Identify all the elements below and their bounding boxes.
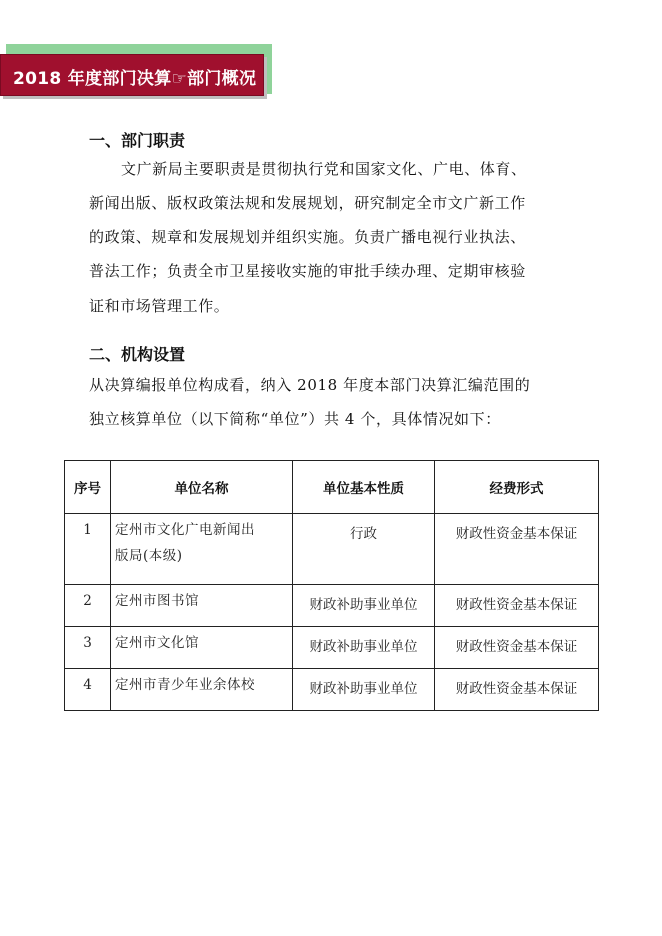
cell-seq: 2: [65, 585, 111, 627]
duties-line: 证和市场管理工作。: [89, 297, 230, 315]
structure-line: 从决算编报单位构成看，纳入 2018 年度本部门决算汇编范围的: [89, 376, 531, 394]
cell-unit-name: 定州市图书馆: [111, 585, 293, 627]
duties-line: 新闻出版、版权政策法规和发展规划，研究制定全市文广新工作: [89, 194, 526, 212]
cell-unit-name: [111, 514, 293, 585]
cell-funding-form: 财政性资金基本保证: [435, 669, 599, 711]
cell-funding-form: 财政性资金基本保证: [435, 585, 599, 627]
duties-line: 普法工作；负责全市卫星接收实施的审批手续办理、定期审核验: [89, 262, 526, 280]
section-heading-structure: 二、机构设置: [89, 345, 186, 364]
table-row: [65, 627, 599, 669]
cell-unit-nature: 财政补助事业单位: [293, 669, 435, 711]
cell-seq: 1: [65, 514, 111, 585]
cell-unit-nature: 财政补助事业单位: [293, 585, 435, 627]
cell-unit-nature: 行政: [293, 514, 435, 585]
cell-funding-form: 财政性资金基本保证: [435, 627, 599, 669]
cell-funding-form: 财政性资金基本保证: [435, 514, 599, 585]
table-row: [65, 669, 599, 711]
section-heading-duties: 一、部门职责: [89, 131, 186, 150]
header-unit-nature: 单位基本性质: [293, 461, 435, 514]
units-table: [64, 460, 599, 711]
banner-title: 2018 年度部门决算☞部门概况: [13, 69, 257, 89]
cell-seq: 3: [65, 627, 111, 669]
duties-line: 的政策、规章和发展规划并组织实施。负责广播电视行业执法、: [89, 228, 526, 246]
header-banner: [0, 54, 264, 96]
cell-seq: 4: [65, 669, 111, 711]
unit-name-line: 定州市文化广电新闻出: [115, 522, 255, 538]
table-header-row: [65, 461, 599, 514]
table-row: [65, 585, 599, 627]
duties-line: 文广新局主要职责是贯彻执行党和国家文化、广电、体育、: [121, 160, 527, 178]
cell-unit-name: 定州市文化馆: [111, 627, 293, 669]
header-seq: 序号: [65, 461, 111, 514]
cell-unit-name: 定州市青少年业余体校: [111, 669, 293, 711]
unit-name-line: 版局(本级): [115, 548, 183, 564]
table-row: [65, 514, 599, 585]
header-unit-name: 单位名称: [111, 461, 293, 514]
cell-unit-nature: 财政补助事业单位: [293, 627, 435, 669]
structure-line: 独立核算单位（以下简称“单位”）共 4 个，具体情况如下：: [89, 410, 501, 428]
header-funding-form: 经费形式: [435, 461, 599, 514]
